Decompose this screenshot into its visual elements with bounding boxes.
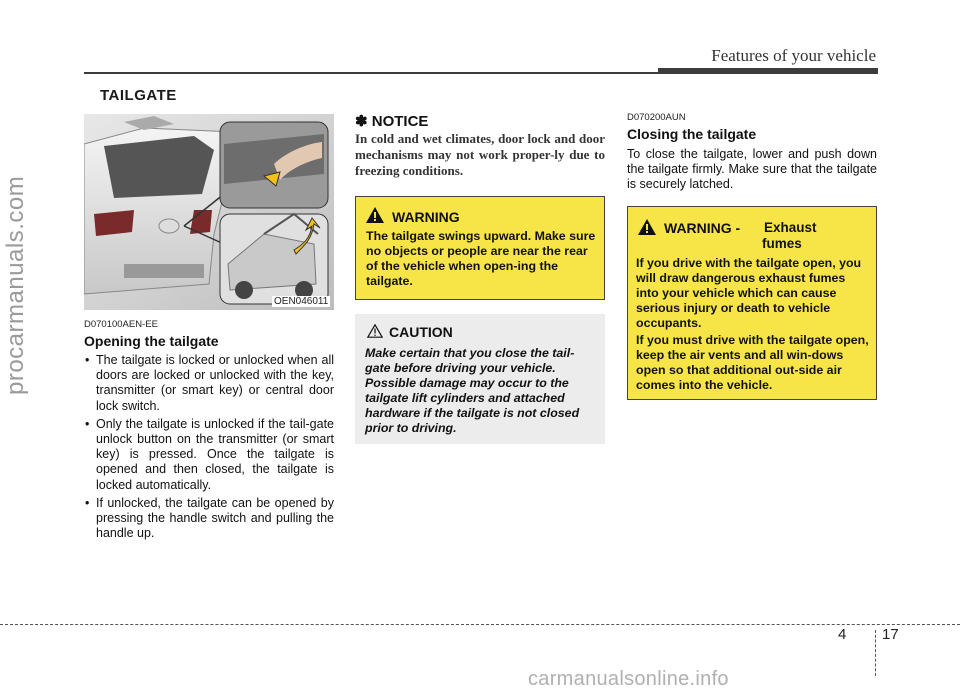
opening-code: D070100AEN-EE (84, 319, 158, 330)
car-rear-illustration (84, 114, 334, 310)
section-title: TAILGATE (100, 87, 177, 104)
footer-site: carmanualsonline.info (528, 668, 729, 690)
footer-rule (0, 624, 960, 625)
notice-title: ✽ NOTICE (355, 113, 429, 130)
closing-code: D070200AUN (627, 112, 686, 123)
warning-box-tailgate (355, 196, 605, 300)
bullet-item: • If unlocked, the tailgate can be opened by pressing the handle switch and pulling the handle up. (84, 496, 334, 542)
chapter-number: 4 (838, 626, 847, 643)
warning-subheading: fumes (762, 236, 802, 251)
warning-heading: WARNING (392, 209, 460, 225)
bullet-item: • The tailgate is locked or unlocked when all doors are locked or unlocked with the key, transmitter (or smart key) or central door lock switch. (84, 353, 334, 414)
warning-box-exhaust (627, 206, 877, 400)
warning-triangle-icon (366, 207, 384, 223)
caution-heading: CAUTION (389, 324, 453, 340)
warning-paragraph: If you must drive with the tailgate open, keep the air vents and all win-dows open so that additional out-side air comes into the vehicle. (636, 333, 869, 392)
caution-triangle-icon (367, 324, 383, 338)
bullet-item: • Only the tailgate is unlocked if the tail-gate unlock button on the transmitter (or smart key) is pressed. Once the tailgate is opened and then closed, the tailgate is locked automatically. (84, 417, 334, 493)
closing-heading: Closing the tailgate (627, 126, 757, 142)
warning-heading: WARNING - (664, 220, 741, 236)
caution-body: Make certain that you close the tail-gate before driving your vehicle. Possible damage may occur to the tailgate lift cylinders and attached hardware if the tailgate is not closed prior to driving. (365, 346, 580, 435)
figure-code: OEN046011 (274, 296, 329, 307)
side-watermark: procarmanuals.com (2, 175, 29, 395)
warning-paragraph: If you drive with the tailgate open, you will draw dangerous exhaust fumes into your vehicle which can cause serious injury or death to vehicle occupants. (636, 256, 862, 330)
notice-body: In cold and wet climates, door lock and door mechanisms may not work proper-ly due to freezing conditions. (355, 131, 605, 178)
page-number: 17 (882, 626, 899, 643)
page-divider (875, 630, 877, 676)
warning-triangle-icon (638, 219, 656, 235)
header-rule (84, 72, 878, 74)
closing-body: To close the tailgate, lower and push down the tailgate firmly. Make sure that the tailgate is securely latched. (627, 147, 877, 192)
header-title: Features of your vehicle (711, 46, 876, 65)
caution-box (355, 314, 605, 444)
tailgate-illustration (84, 114, 334, 310)
opening-heading: Opening the tailgate (84, 333, 219, 349)
warning-body: The tailgate swings upward. Make sure no objects or people are near the rear of the vehicle when open-ing the tailgate. (366, 229, 596, 288)
opening-bullets (84, 353, 334, 544)
warning-subheading: Exhaust (764, 220, 817, 235)
